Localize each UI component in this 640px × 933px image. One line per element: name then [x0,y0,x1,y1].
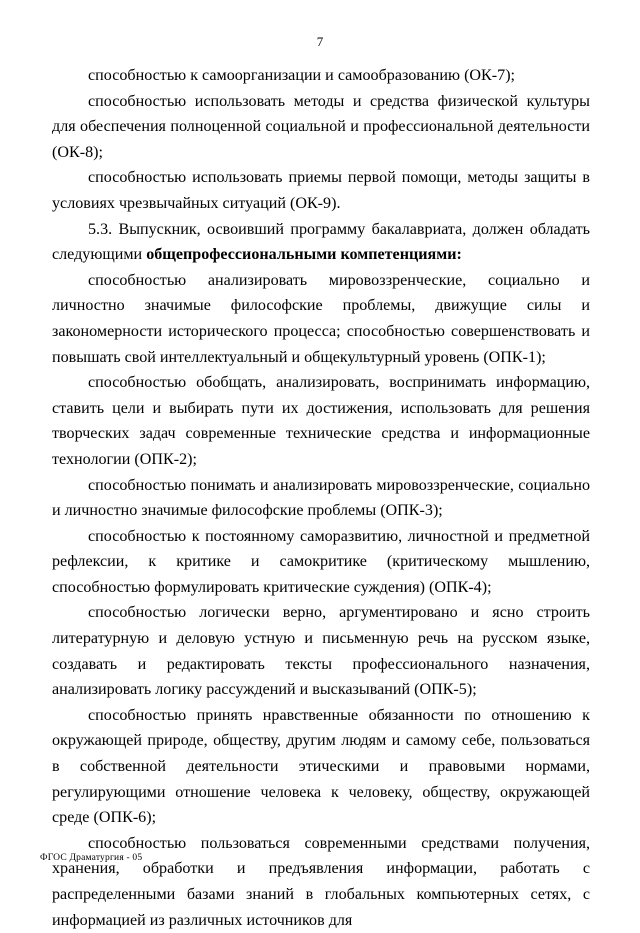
paragraph-ok9: способностью использовать приемы первой помощи, методы защиты в условиях чрезвычайных ситуаций (ОК-9). [52,169,590,212]
document-body [52,63,590,933]
footer-label: ФГОС Драматургия - 05 [40,853,143,863]
section-5-3-lead: 5.3. Выпускник, освоивший программу бакалавриата, должен обладать следующими [52,220,590,264]
paragraph-ok8: способностью использовать методы и средства физической культуры для обеспечения полноценной социальной и профессиональной деятельности (ОК-8); [52,92,590,161]
section-5-3-heading-bold: общепрофессиональными компетенциями: [146,246,462,264]
paragraph-opk6: способностью принять нравственные обязанности по отношению к окружающей природе, обществу, другим людям и самому себе, пользоваться в собственной деятельности этическими и правовыми нормами, регулирующими отношение человека к человеку, обществу, окружающей среде (ОПК-6); [52,706,590,827]
paragraph-section-5-3 [52,217,590,268]
paragraph-ok7: способностью к самоорганизации и самообразованию (ОК-7); [88,67,516,84]
paragraph-opk1: способностью анализировать мировоззренческие, социально и личностно значимые философские проблемы, движущие силы и закономерности исторического процесса; способностью совершенствовать и повышать свой интеллектуальный и общекультурный уровень (ОПК-1); [52,271,590,366]
paragraph-opk3: способностью понимать и анализировать мировоззренческие, социально и личностно значимые философские проблемы (ОПК-3); [52,476,590,520]
page-number: 7 [316,34,324,49]
paragraph-opk4: способностью к постоянному саморазвитию, личностной и предметной рефлексии, к критике и самокритике (критическому мышлению, способностью формулировать критические суждения) (ОПК-4); [52,527,590,596]
paragraph-opk5: способностью логически верно, аргументировано и ясно строить литературную и деловую устную и письменную речь на русском языке, создавать и редактировать тексты профессионального назначения, анализировать логику рассуждений и высказываний (ОПК-5); [52,604,590,699]
paragraph-opk2: способностью обобщать, анализировать, воспринимать информацию, ставить цели и выбирать пути их достижения, использовать для решения творческих задач современные технические средства и информационные технологии (ОПК-2); [52,374,590,468]
paragraph-opk7-partial: способностью пользоваться современными средствами получения, хранения, обработки и предъявления информации, работать с распределенными базами знаний в глобальных компьютерных сетях, с информацией из различных источников для [52,834,590,929]
